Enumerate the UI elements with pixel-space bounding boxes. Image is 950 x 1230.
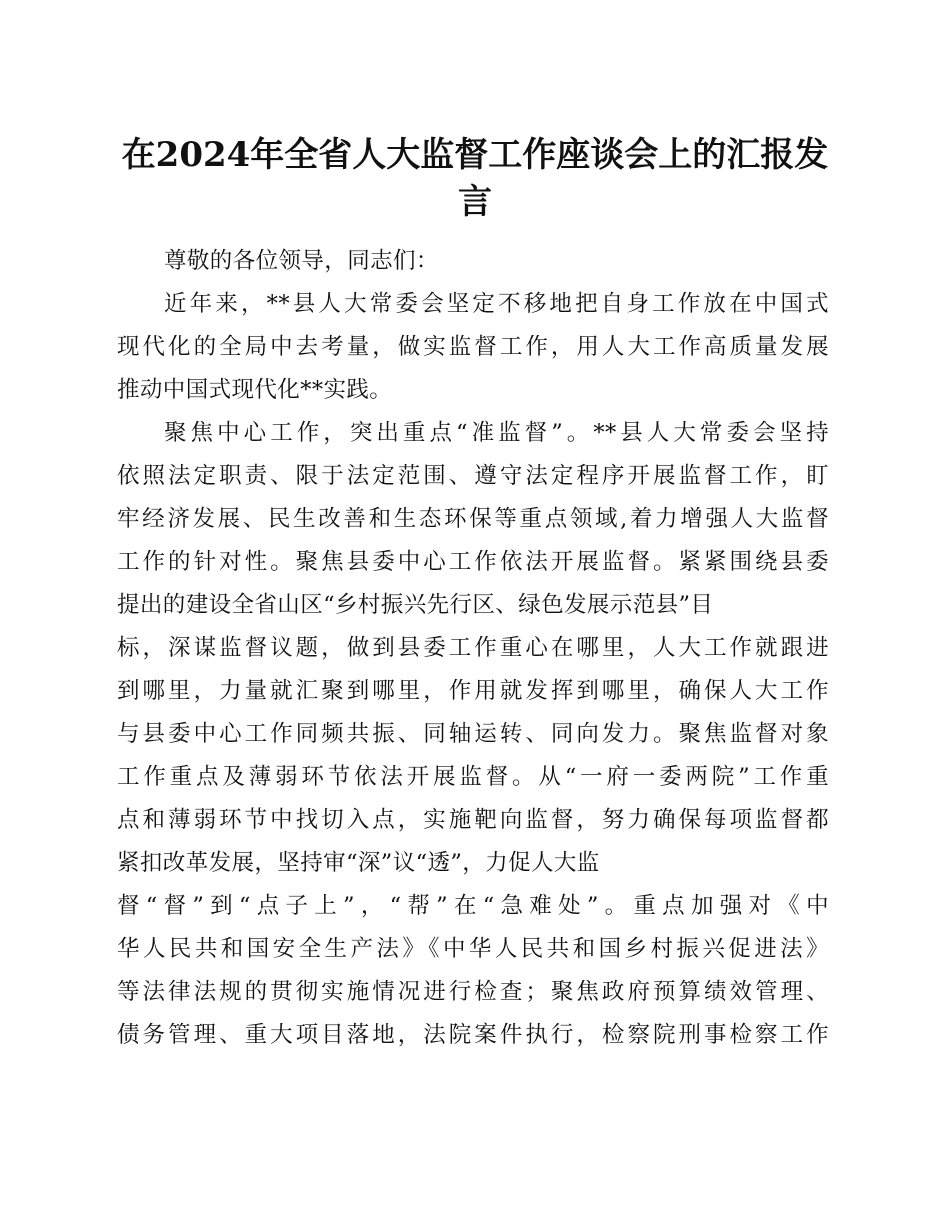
paragraph-line: 提出的建设全省山区“乡村振兴先行区、绿色发展示范县”目: [117, 592, 714, 618]
paragraph-line: 与县委中心工作同频共振、同轴运转、同向发力。聚焦监督对象: [117, 721, 829, 747]
paragraph-line: 到哪里，力量就汇聚到哪里，作用就发挥到哪里，确保人大工作: [117, 678, 829, 704]
paragraph-line: 点和薄弱环节中找切入点，实施靶向监督，努力确保每项监督都: [117, 807, 829, 833]
paragraph-line: 现代化的全局中去考量，做实监督工作，用人大工作高质量发展: [117, 334, 829, 360]
paragraph-line: 督“督”到“点子上”，“帮”在“急难处”。重点加强对《中: [117, 893, 829, 919]
paragraph-line: 聚焦中心工作，突出重点“准监督”。**县人大常委会坚持: [164, 420, 829, 446]
paragraph-line: 工作重点及薄弱环节依法开展监督。从“一府一委两院”工作重: [117, 764, 829, 790]
document-title: 在2024年全省人大监督工作座谈会上的汇报发言: [121, 135, 829, 222]
paragraph-line: 依照法定职责、限于法定范围、遵守法定程序开展监督工作，盯: [117, 463, 829, 489]
paragraph-line: 标，深谋监督议题，做到县委工作重心在哪里，人大工作就跟进: [117, 635, 829, 661]
paragraph-line: 债务管理、重大项目落地，法院案件执行，检察院刑事检察工作: [117, 1022, 829, 1048]
paragraph-line: 华人民共和国安全生产法》《中华人民共和国乡村振兴促进法》: [117, 936, 829, 962]
paragraph-line: 工作的针对性。聚焦县委中心工作依法开展监督。紧紧围绕县委: [117, 549, 829, 575]
salutation-line: 尊敬的各位领导，同志们：: [164, 248, 439, 274]
document-body: [117, 240, 829, 1057]
paragraph-line: 近年来，**县人大常委会坚定不移地把自身工作放在中国式: [164, 291, 829, 317]
paragraph-line: 紧扣改革发展，坚持审“深”议“透”，力促人大监: [117, 850, 600, 876]
paragraph-line: 等法律法规的贯彻实施情况进行检查；聚焦政府预算绩效管理、: [117, 979, 829, 1005]
paragraph-line: 推动中国式现代化**实践。: [117, 377, 393, 403]
paragraph-line: 牢经济发展、民生改善和生态环保等重点领域,着力增强人大监督: [117, 506, 829, 532]
